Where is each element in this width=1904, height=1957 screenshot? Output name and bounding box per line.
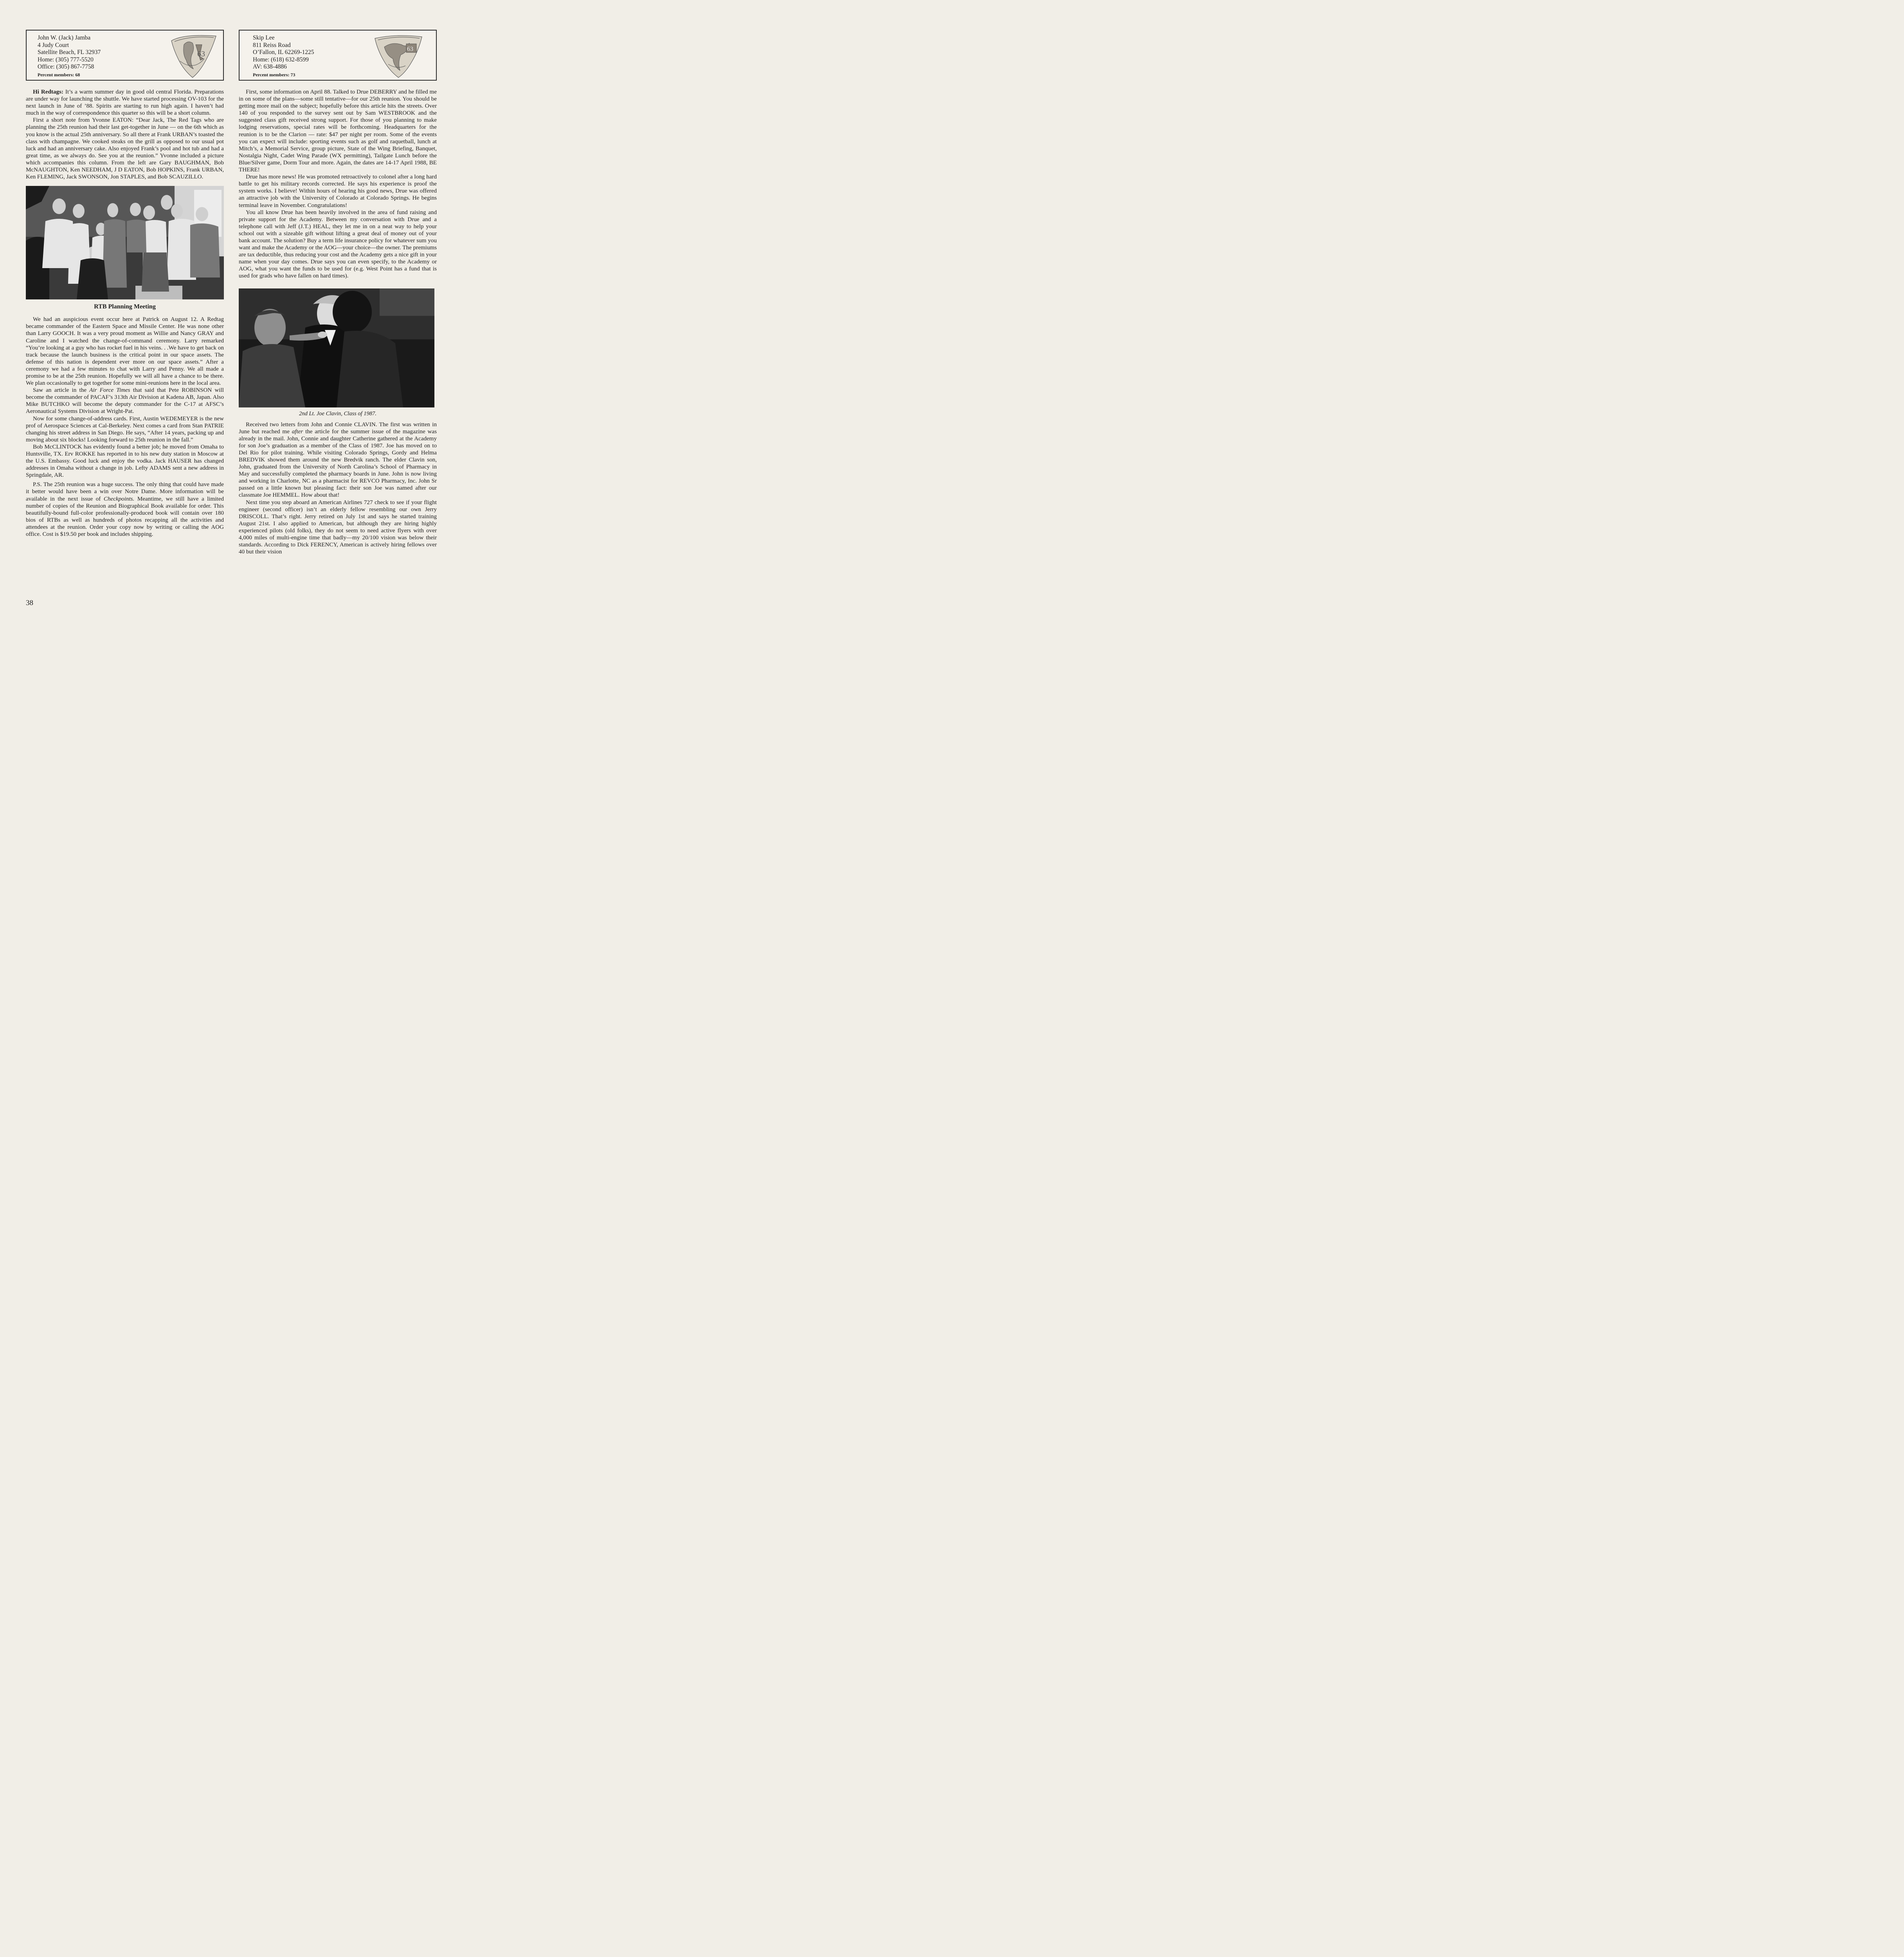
- paragraph: First, some information on April 88. Talked to Drue DEBERRY and he filled me in on some of the plans—some still tentative—for our 25th reunion. You should be getting more mail on the subject; hopefully before this article hits the streets. Over 140 of you responded to the survey sent out by Sam WESTBROOK and the suggested class gift received strong support. For those of you planning to make lodging reservations, special rates will be forthcoming. Headquarters for the reunion is to be the Clarion — rate: $47 per night per room. Some of the events you can expect will include: sporting events such as golf and raquetball, lunch at Mitch’s, a Memorial Service, group picture, State of the Wing Briefing, Banquet, Nostalgia Night, Cadet Wing Parade (WX permitting), Tailgate Lunch before the Blue/Silver game, Dorm Tour and more. Again, the dates are 14-17 April 1988, BE THERE!: [239, 89, 437, 173]
- paragraph-text: P.S. The 25th reunion was a huge success. The only thing that could have made it better would have been a win over Notre Dame. More information will be available in the next issue of: [26, 481, 224, 502]
- class-crest-icon: [168, 33, 219, 79]
- paragraph: First a short note from Yvonne EATON: “Dear Jack, The Red Tags who are planning the 25th reunion had their last get-together in June — on the 6th which as you know is the actual 25th anniversary. So all there at Frank URBAN’s toasted the class with champagne. We cooked steaks on the grill as opposed to our usual pot luck and had an anniversary cake. Also enjoyed Frank’s pool and hot tub and had a great time, as we always do. See you at the reunion.” Yvonne included a picture which accompanies this column. From the left are Gary BAUGHMAN, Bob McNAUGHTON, Ken NEEDHAM, J D EATON, Bob HOPKINS, Frank URBAN, Ken FLEMING, Jack SWONSON, Jon STAPLES, and Bob SCAUZILLO.: [26, 117, 224, 180]
- paragraph: You all know Drue has been heavily involved in the area of fund raising and private support for the Academy. Between my conversation with Drue and a telephone call with Jeff (J.T.) HEAL, they let me in on a neat way to help your school out with a sizeable gift without lifting a great deal of money out of your bank account. The solution? Buy a term life insurance policy for whatever sum you want and make the Academy or the AOG—your choice—the owner. The premiums are tax deductible, thus reducing your cost and the Academy gets a nice gift in your name when your day comes. Drue says you can even specify, to the Academy or AOG, what you want the funds to be used for (e.g. West Point has a fund that is used for grads who have fallen on hard times).: [239, 209, 437, 279]
- contact-home-phone: Home: (305) 777-5520: [38, 56, 94, 63]
- paragraph: Bob McCLINTOCK has evidently found a better job; he moved from Omaha to Huntsville, TX. Erv ROKKE has reported in to his new duty station in Moscow at the U.S. Embassy. Good luck and enjoy the vodka. Jack HAUSER has changed addresses in Omaha without a change in job. Lefty ADAMS sent a new address in Springdale, AR.: [26, 443, 224, 479]
- joe-clavin-photo: [239, 288, 434, 407]
- greeting-lead: Hi Redtags:: [33, 89, 63, 95]
- paragraph-text: Meantime, we still have a limited number of copies of the Reunion and Biographical Book available for order. This beautifully-bound full-color professionally-produced book will contain over 180 bios of RTBs as well as hundreds of photos recapping all the activities and attendees at the reunion. Order your copy now by writing or calling the AOG office. Cost is $19.50 per book and includes shipping.: [26, 496, 224, 538]
- svg-text:63: 63: [197, 50, 205, 58]
- contact-address: [38, 34, 101, 79]
- paragraph: [239, 421, 437, 499]
- contact-home-phone: Home: (618) 632-8599: [253, 56, 309, 63]
- svg-text:63: 63: [407, 46, 413, 52]
- paragraph: [26, 387, 224, 415]
- paragraph-text: It’s a warm summer day in good old central Florida. Preparations are under way for launching the shuttle. We have started processing OV-103 for the next launch in June of ’88. Spirits are starting to run high again. I haven’t had much in the way of correspondence this quarter so this will be a short column.: [26, 89, 224, 117]
- contact-address: [253, 34, 314, 79]
- contact-office-phone: Office: (305) 867-7758: [38, 63, 94, 70]
- contact-street: 811 Reiss Road: [253, 41, 291, 49]
- paragraph-text: Received two letters from John and Connie CLAVIN. The first was written in June but reached me: [239, 421, 437, 435]
- contact-street: 4 Judy Court: [38, 41, 69, 49]
- contact-name: Skip Lee: [253, 34, 275, 41]
- right-column: [239, 30, 437, 555]
- class-contact-box-jamba: [26, 30, 224, 81]
- contact-city: Satellite Beach, FL 32937: [38, 49, 101, 56]
- class-contact-box-lee: [239, 30, 437, 81]
- contact-av-phone: AV: 638-4886: [253, 63, 287, 70]
- percent-members: Percent members: 68: [38, 72, 80, 77]
- left-column: [26, 30, 224, 538]
- paragraph: Next time you step aboard an American Airlines 727 check to see if your flight engineer (second officer) isn’t an elderly fellow resembling our own Jerry DRISCOLL. That’s right. Jerry retired on July 1st and says he started training August 21st. I also applied to American, but although they are hiring highly experienced pilots (old folks), they do not seem to need active flyers with over 4,000 miles of multi-engine time that badly—my 20/100 vision was below their standards. According to Dick FERENCY, American is actively hiring fellows over 40 but their vision: [239, 499, 437, 555]
- magazine-page: [0, 0, 459, 614]
- paragraph-text: Saw an article in the: [33, 387, 90, 394]
- graduation-photo-image: [239, 288, 434, 407]
- photo-caption: 2nd Lt. Joe Clavin, Class of 1987.: [299, 410, 376, 417]
- paragraph-text: that said that Pete ROBINSON will become the commander of PACAF’s 313th Air Division at Kadena AB, Japan. Also Mike BUTCHKO will become the deputy commander for the C-17 at AFSC’s Aeronautical Systems Division at Wright-Pat.: [26, 387, 224, 415]
- percent-members: Percent members: 73: [253, 72, 295, 77]
- paragraph: Drue has more news! He was promoted retroactively to colonel after a long hard battle to get his military records corrected. He says his experience is proof the system works. I believe! Within hours of hearing his good news, Drue was offered an attractive job with the University of Colorado at Colorado Springs. He begins terminal leave in November. Congratulations!: [239, 174, 437, 209]
- photo-caption: RTB Planning Meeting: [94, 303, 156, 310]
- page-number: 38: [26, 599, 33, 607]
- group-photo-image: [26, 186, 224, 299]
- paragraph: [26, 88, 224, 117]
- paragraph-text: the article for the summer issue of the magazine was already in the mail. John, Connie and daughter Catherine gathered at the Academy for son Joe’s graduation as a member of the Class of 1987. Joe has moved on to Del Rio for pilot training. While visiting Colorado Springs, Gordy and Helma BREDVIK showed them around the new Bredvik ranch. The elder Clavin son, John, graduated from the University of North Carolina’s School of Pharmacy in May and successfully completed the pharmacy boards in June. John is now living and working in Charlotte, NC as a pharmacist for REVCO Pharmacy, Inc. John Sr passed on a little known but pleasing fact: their son Joe was named after our classmate Joe HEMMEL. How about that!: [239, 428, 437, 499]
- emphasis: after: [292, 428, 303, 435]
- publication-title: Air Force Times: [89, 387, 130, 394]
- rtb-planning-meeting-photo: [26, 186, 224, 299]
- publication-title: Checkpoints.: [103, 496, 135, 502]
- class-crest-icon: [373, 33, 424, 79]
- contact-city: O’Fallon, IL 62269-1225: [253, 49, 314, 56]
- contact-name: John W. (Jack) Jamba: [38, 34, 91, 41]
- paragraph: [26, 481, 224, 538]
- paragraph: We had an auspicious event occur here at Patrick on August 12. A Redtag became commander of the Eastern Space and Missile Center. He was none other than Larry GOOCH. It was a very proud moment as Willie and Nancy GRAY and Caroline and I watched the change-of-command ceremony. Larry remarked “You’re looking at a guy who has rocket fuel in his veins. . .We have to get back on track because the launch business is the critical point in our space assets. The defense of this nation is dependent ever more on our space assets.” After a ceremony we had a few minutes to chat with Larry and Penny. We all made a promise to be at the 25th reunion. Hopefully we will all have a chance to be there. We plan occasionally to get together for some mini-reunions here in the local area.: [26, 316, 224, 387]
- paragraph: Now for some change-of-address cards. First, Austin WEDEMEYER is the new prof of Aerospace Sciences at Cal-Berkeley. Next comes a card from Stan PATRIE changing his street address in San Diego. He says, “After 14 years, packing up and moving about six blocks! Looking forward to 25th reunion in the fall.”: [26, 415, 224, 443]
